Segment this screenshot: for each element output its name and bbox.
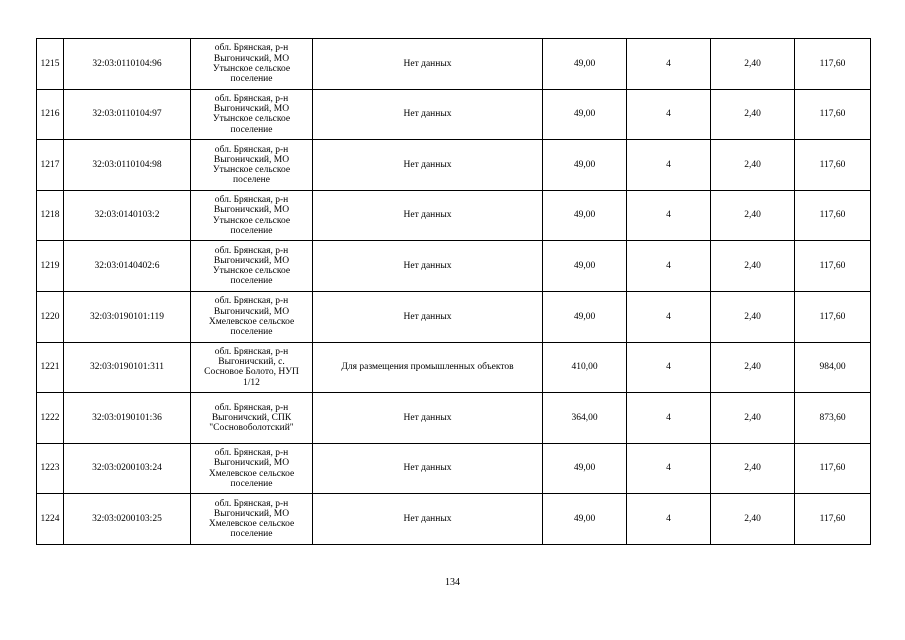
area-cell: 49,00	[543, 140, 627, 191]
permitted-use-cell: Нет данных	[313, 39, 543, 90]
cadastral-number-cell: 32:03:0140103:2	[64, 190, 191, 241]
cadastral-number-cell: 32:03:0190101:36	[64, 393, 191, 444]
permitted-use-cell: Нет данных	[313, 190, 543, 241]
address-line: Хмелевское сельское	[208, 519, 295, 530]
address-line: Выгоничский, МО	[213, 255, 290, 266]
row-number-cell: 1219	[37, 241, 64, 292]
address-line: поселене	[233, 175, 270, 186]
count-cell: 4	[627, 443, 711, 494]
row-number-cell: 1217	[37, 140, 64, 191]
address-line: Выгоничский, с.	[218, 357, 285, 368]
address-line: "Сосновоболотский"	[209, 423, 294, 434]
address-cell	[191, 443, 313, 494]
address-line: поселение	[230, 529, 273, 540]
count-cell: 4	[627, 190, 711, 241]
cadastral-number-cell: 32:03:0110104:98	[64, 140, 191, 191]
count-cell: 4	[627, 39, 711, 90]
permitted-use-cell: Нет данных	[313, 89, 543, 140]
address-line: Выгоничский, МО	[213, 205, 290, 216]
total-cell: 117,60	[795, 241, 871, 292]
address-line: поселение	[230, 478, 273, 489]
address-line: 1/12	[243, 377, 260, 388]
address-cell	[191, 494, 313, 545]
total-cell: 117,60	[795, 39, 871, 90]
area-cell: 49,00	[543, 443, 627, 494]
address-line: Сосновое Болото, НУП	[204, 367, 299, 378]
total-cell: 117,60	[795, 291, 871, 342]
row-number-cell: 1218	[37, 190, 64, 241]
rate-cell: 2,40	[711, 291, 795, 342]
address-line: обл. Брянская, р-н	[214, 245, 289, 256]
table-row	[37, 494, 871, 545]
address-line: поселение	[230, 74, 273, 84]
address-line: обл. Брянская, р-н	[214, 498, 289, 509]
area-cell: 49,00	[543, 241, 627, 292]
address-line: Утынское сельское	[212, 215, 291, 226]
total-cell: 117,60	[795, 89, 871, 140]
total-cell: 117,60	[795, 443, 871, 494]
address-line: обл. Брянская, р-н	[214, 448, 289, 459]
table-row	[37, 342, 871, 393]
permitted-use-cell: Нет данных	[313, 494, 543, 545]
address-line: Выгоничский, МО	[213, 508, 290, 519]
permitted-use-cell: Нет данных	[313, 291, 543, 342]
rate-cell: 2,40	[711, 39, 795, 90]
address-cell	[191, 190, 313, 241]
address-line: поселение	[230, 225, 273, 236]
area-cell: 49,00	[543, 190, 627, 241]
rate-cell: 2,40	[711, 443, 795, 494]
address-line: Хмелевское сельское	[208, 468, 295, 479]
area-cell: 49,00	[543, 494, 627, 545]
count-cell: 4	[627, 393, 711, 444]
address-line: Утынское сельское	[212, 266, 291, 277]
address-cell	[191, 39, 313, 90]
address-line: Выгоничский, СПК	[211, 412, 292, 423]
table-body	[37, 39, 871, 545]
address-line: обл. Брянская, р-н	[214, 195, 289, 206]
rate-cell: 2,40	[711, 342, 795, 393]
total-cell: 117,60	[795, 190, 871, 241]
address-cell	[191, 393, 313, 444]
cadastral-number-cell: 32:03:0200103:25	[64, 494, 191, 545]
row-number-cell: 1222	[37, 393, 64, 444]
rate-cell: 2,40	[711, 89, 795, 140]
address-line: Хмелевское сельское	[208, 316, 295, 327]
table-row	[37, 443, 871, 494]
area-cell: 49,00	[543, 39, 627, 90]
area-cell: 49,00	[543, 89, 627, 140]
permitted-use-cell: Нет данных	[313, 393, 543, 444]
row-number-cell: 1224	[37, 494, 64, 545]
total-cell: 117,60	[795, 140, 871, 191]
address-line: Выгоничский, МО	[213, 154, 290, 165]
table-row	[37, 393, 871, 444]
address-line: обл. Брянская, р-н	[214, 144, 289, 155]
rate-cell: 2,40	[711, 494, 795, 545]
address-line: поселение	[230, 276, 273, 287]
permitted-use-cell: Нет данных	[313, 140, 543, 191]
permitted-use-cell: Для размещения промышленных объектов	[313, 342, 543, 393]
count-cell: 4	[627, 140, 711, 191]
count-cell: 4	[627, 342, 711, 393]
land-parcels-table	[36, 38, 871, 545]
cadastral-number-cell: 32:03:0110104:96	[64, 39, 191, 90]
address-line: обл. Брянская, р-н	[214, 43, 289, 54]
table-row	[37, 241, 871, 292]
page-number: 134	[445, 577, 460, 588]
cadastral-number-cell: 32:03:0140402:6	[64, 241, 191, 292]
row-number-cell: 1216	[37, 89, 64, 140]
rate-cell: 2,40	[711, 393, 795, 444]
address-line: обл. Брянская, р-н	[214, 402, 289, 413]
address-cell	[191, 89, 313, 140]
cadastral-number-cell: 32:03:0190101:311	[64, 342, 191, 393]
row-number-cell: 1220	[37, 291, 64, 342]
address-line: Выгоничский, МО	[213, 104, 290, 115]
address-line: Утынское сельское	[212, 114, 291, 125]
total-cell: 117,60	[795, 494, 871, 545]
table-row	[37, 291, 871, 342]
address-cell	[191, 140, 313, 191]
table-row	[37, 190, 871, 241]
address-line: поселение	[230, 124, 273, 135]
total-cell: 984,00	[795, 342, 871, 393]
address-line: Утынское сельское	[212, 164, 291, 175]
rate-cell: 2,40	[711, 241, 795, 292]
count-cell: 4	[627, 291, 711, 342]
address-line: обл. Брянская, р-н	[214, 346, 289, 357]
table-row	[37, 140, 871, 191]
area-cell: 410,00	[543, 342, 627, 393]
row-number-cell: 1215	[37, 39, 64, 90]
address-line: Выгоничский, МО	[213, 306, 290, 317]
address-line: Выгоничский, МО	[213, 53, 290, 64]
rate-cell: 2,40	[711, 190, 795, 241]
cadastral-number-cell: 32:03:0200103:24	[64, 443, 191, 494]
address-cell	[191, 342, 313, 393]
address-line: обл. Брянская, р-н	[214, 93, 289, 104]
address-line: обл. Брянская, р-н	[214, 296, 289, 307]
table-row	[37, 39, 871, 90]
count-cell: 4	[627, 89, 711, 140]
count-cell: 4	[627, 241, 711, 292]
address-cell	[191, 291, 313, 342]
row-number-cell: 1221	[37, 342, 64, 393]
permitted-use-cell: Нет данных	[313, 443, 543, 494]
address-cell	[191, 241, 313, 292]
cadastral-number-cell: 32:03:0190101:119	[64, 291, 191, 342]
cadastral-number-cell: 32:03:0110104:97	[64, 89, 191, 140]
area-cell: 364,00	[543, 393, 627, 444]
rate-cell: 2,40	[711, 140, 795, 191]
row-number-cell: 1223	[37, 443, 64, 494]
address-line: Выгоничский, МО	[213, 458, 290, 469]
total-cell: 873,60	[795, 393, 871, 444]
address-line: поселение	[230, 326, 273, 337]
permitted-use-cell: Нет данных	[313, 241, 543, 292]
count-cell: 4	[627, 494, 711, 545]
table-row	[37, 89, 871, 140]
area-cell: 49,00	[543, 291, 627, 342]
address-line: Утынское сельское	[212, 63, 291, 74]
